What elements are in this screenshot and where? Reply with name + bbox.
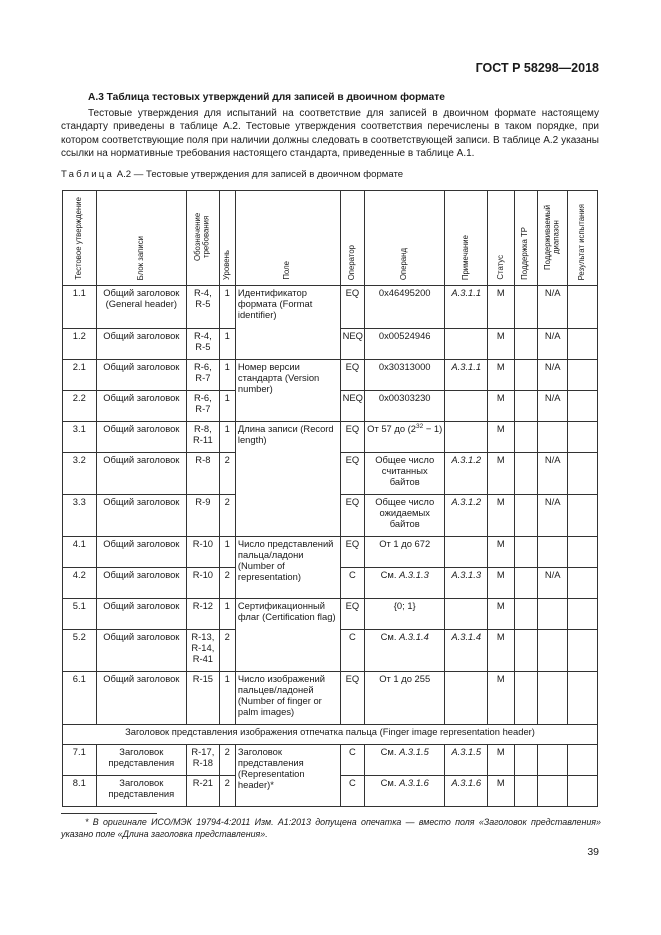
table-row: 7.1 Заголовок представления R-17, R-18 2 Заголовок представления (Representation header)* C См. A.3.1.5 A.3.1.5 M bbox=[63, 745, 598, 776]
table-header-row bbox=[63, 191, 598, 286]
table-row: 2.1 Общий заголовок R-6, R-7 1 Номер версии стандарта (Version number) EQ 0x30313000 A.3.1.1 M N/A bbox=[63, 360, 598, 391]
intro-paragraph: Тестовые утверждения для испытаний на соответствие для записей в двоичном формате настоящему стандарту приведены в таблице А.2. Тестовые утверждения соответствия перечислены в таком порядке, при котором соответствующие поля при наличии должны следовать в соответствующей записи. В таблице А.2 указаны ссылки на нормативные требования настоящего стандарта, приведенные в таблице А.1. bbox=[61, 108, 599, 160]
table-row: 3.2 Общий заголовок R-8 2 EQ Общее число считанных байтов A.3.1.2 M N/A bbox=[63, 453, 598, 495]
col-header: Результат испытания bbox=[568, 191, 598, 286]
col-header: Поддержка ТР bbox=[514, 191, 537, 286]
section-row: Заголовок представления изображения отпечатка пальца (Finger image representation header) bbox=[63, 725, 598, 745]
standard-number: ГОСТ Р 58298—2018 bbox=[475, 61, 599, 75]
col-header: Тестовое утверждение bbox=[63, 191, 97, 286]
page-number: 39 bbox=[587, 846, 599, 858]
table-row: 4.1 Общий заголовок R-10 1 Число представлений пальца/ладони (Number of representation) EQ От 1 до 672 M bbox=[63, 537, 598, 568]
table-caption-label: Таблица bbox=[61, 169, 115, 180]
field-cell: Длина записи (Record length) bbox=[235, 422, 340, 537]
col-header: Примечание bbox=[445, 191, 488, 286]
footnote-separator bbox=[61, 813, 157, 814]
table-row: 2.2 Общий заголовок R-6, R-7 1 NEQ 0x00303230 M N/A bbox=[63, 391, 598, 422]
field-cell: Идентификатор формата (Format identifier) bbox=[235, 286, 340, 360]
table-row: 1.2 Общий заголовок R-4, R-5 1 NEQ 0x00524946 M N/A bbox=[63, 329, 598, 360]
field-cell: Номер версии стандарта (Version number) bbox=[235, 360, 340, 422]
col-header: Поле bbox=[235, 191, 340, 286]
col-header: Блок записи bbox=[96, 191, 187, 286]
field-cell: Число представлений пальца/ладони (Number of representation) bbox=[235, 537, 340, 599]
table-row: 6.1 Общий заголовок R-15 1 Число изображений пальцев/ладоней (Number of finger or palm images) EQ От 1 до 255 M bbox=[63, 672, 598, 725]
table-row: 3.3 Общий заголовок R-9 2 EQ Общее число ожидаемых байтов A.3.1.2 M N/A bbox=[63, 495, 598, 537]
table-row: 8.1 Заголовок представления R-21 2 C См. A.3.1.6 A.3.1.6 M bbox=[63, 776, 598, 807]
table-caption bbox=[61, 169, 403, 180]
col-header: Поддерживаемый диапазон bbox=[537, 191, 568, 286]
field-cell: Число изображений пальцев/ладоней (Number of finger or palm images) bbox=[235, 672, 340, 725]
table-row: 5.2 Общий заголовок R-13, R-14, R-41 2 C См. A.3.1.4 A.3.1.4 M bbox=[63, 630, 598, 672]
table-row: 5.1 Общий заголовок R-12 1 Сертификационный флаг (Certification flag) EQ {0; 1} M bbox=[63, 599, 598, 630]
col-header: Операнд bbox=[365, 191, 445, 286]
table-row: 3.1 Общий заголовок R-8, R-11 1 Длина записи (Record length) EQ От 57 до $(2^{32} - 1)$ M bbox=[63, 422, 598, 453]
col-header: Статус bbox=[488, 191, 514, 286]
field-cell: Заголовок представления (Representation header)* bbox=[235, 745, 340, 807]
section-title: А.3 Таблица тестовых утверждений для записей в двоичном формате bbox=[88, 92, 445, 103]
col-header: Уровень bbox=[219, 191, 235, 286]
col-header: Обозначение требования bbox=[187, 191, 220, 286]
field-cell: Сертификационный флаг (Certification flag) bbox=[235, 599, 340, 672]
test-assertions-table bbox=[62, 190, 598, 807]
col-header: Оператор bbox=[340, 191, 364, 286]
table-row: 4.2 Общий заголовок R-10 2 C См. A.3.1.3 A.3.1.3 M N/A bbox=[63, 568, 598, 599]
table-caption-text: А.2 — Тестовые утверждения для записей в двоичном формате bbox=[116, 169, 404, 180]
footnote: * В оригинале ИСО/МЭК 19794-4:2011 Изм. А1:2013 допущена опечатка — вместо поля «Заголовок представления» указано поле «Длина заголовка представления». bbox=[61, 817, 601, 839]
table-row: 1.1 Общий заголовок (General header) R-4, R-5 1 Идентификатор формата (Format identifier) EQ 0x46495200 A.3.1.1 M N/A bbox=[63, 286, 598, 329]
